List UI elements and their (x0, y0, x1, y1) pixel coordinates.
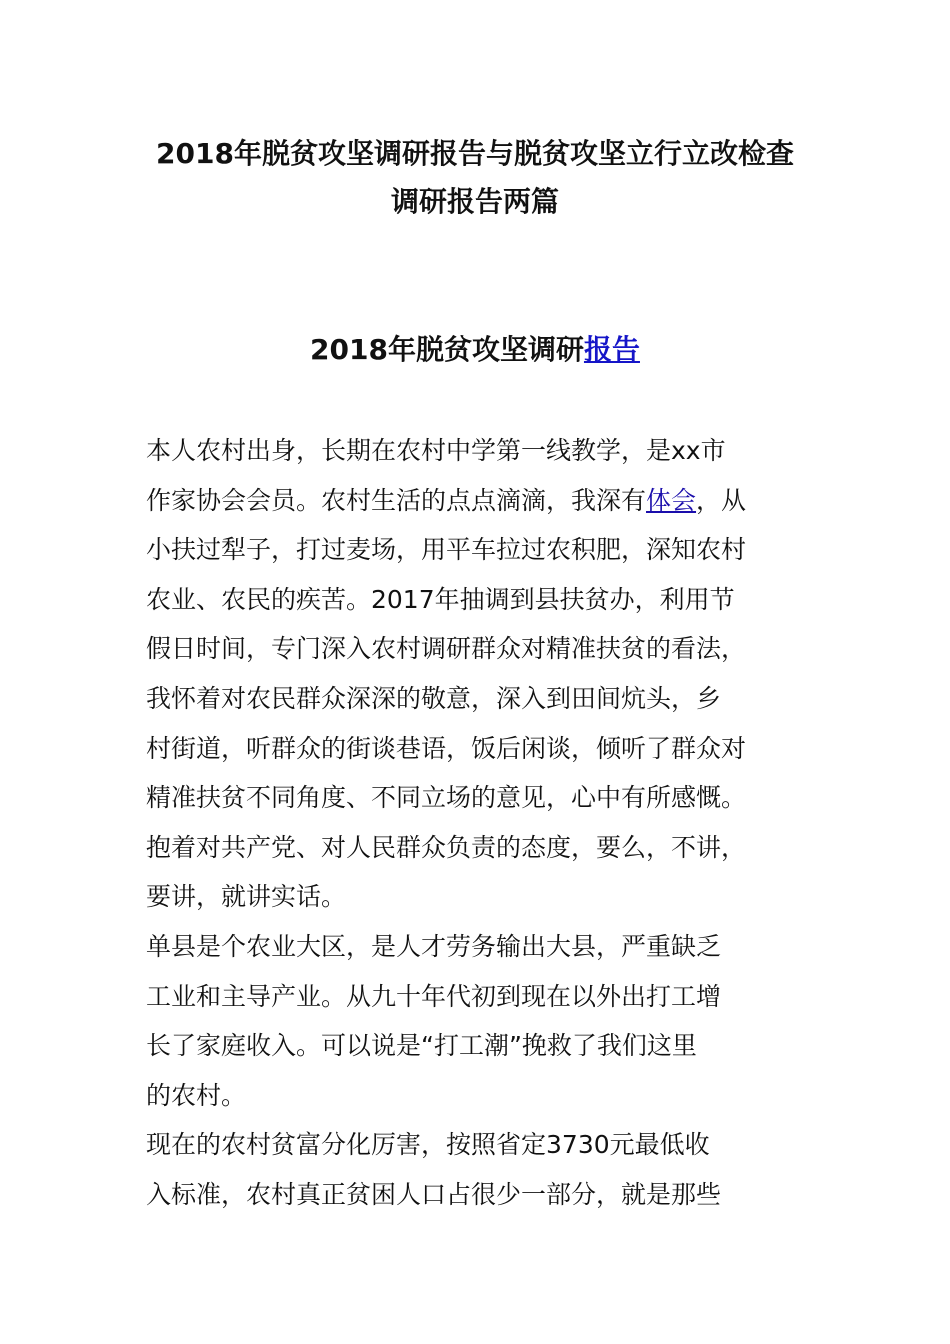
report-link[interactable]: 报告 (583, 333, 640, 366)
document-title-line-1: 2018年脱贫攻坚调研报告与脱贫攻坚立行立改检查 (156, 137, 794, 170)
text-segment: ，从 (696, 485, 747, 515)
text-segment: 作家协会会员。农村生活的点点滴滴，我深有 (146, 485, 647, 515)
text-line: 的农村。 (146, 1080, 247, 1110)
text-line: 我怀着对农民群众深深的敬意，深入到田间炕头，乡 (146, 683, 722, 713)
experience-link[interactable]: 体会 (646, 485, 697, 515)
text-line: 本人农村出身，长期在农村中学第一线教学，是xx市 (146, 436, 726, 465)
text-line: 单县是个农业大区，是人才劳务输出大县，严重缺乏 (146, 931, 722, 961)
text-line (146, 476, 826, 526)
text-line: 村街道，听群众的街谈巷语，饭后闲谈，倾听了群众对 (146, 733, 747, 763)
document-title-line-2: 调研报告两篇 (390, 185, 559, 218)
text-line: 现在的农村贫富分化厉害，按照省定3730元最低收 (146, 1130, 710, 1160)
text-line: 要讲，就讲实话。 (146, 882, 347, 912)
section-heading-text: 2018年脱贫攻坚调研 (310, 333, 584, 366)
text-line: 假日时间，专门深入农村调研群众对精准扶贫的看法， (146, 634, 747, 664)
text-line: 入标准，农村真正贫困人口占很少一部分，就是那些 (146, 1179, 722, 1209)
section-heading (120, 328, 830, 372)
text-line: 工业和主导产业。从九十年代初到现在以外出打工增 (146, 981, 722, 1011)
text-line: 抱着对共产党、对人民群众负责的态度，要么，不讲， (146, 832, 747, 862)
document-title (120, 130, 830, 226)
body-text (146, 426, 826, 1220)
text-line: 精准扶贫不同角度、不同立场的意见，心中有所感慨。 (146, 783, 747, 813)
text-line: 长了家庭收入。可以说是“打工潮”挽救了我们这里 (146, 1031, 697, 1061)
text-line: 小扶过犁子，打过麦场，用平车拉过农积肥，深知农村 (146, 535, 747, 565)
text-line: 农业、农民的疾苦。2017年抽调到县扶贫办，利用节 (146, 584, 735, 614)
